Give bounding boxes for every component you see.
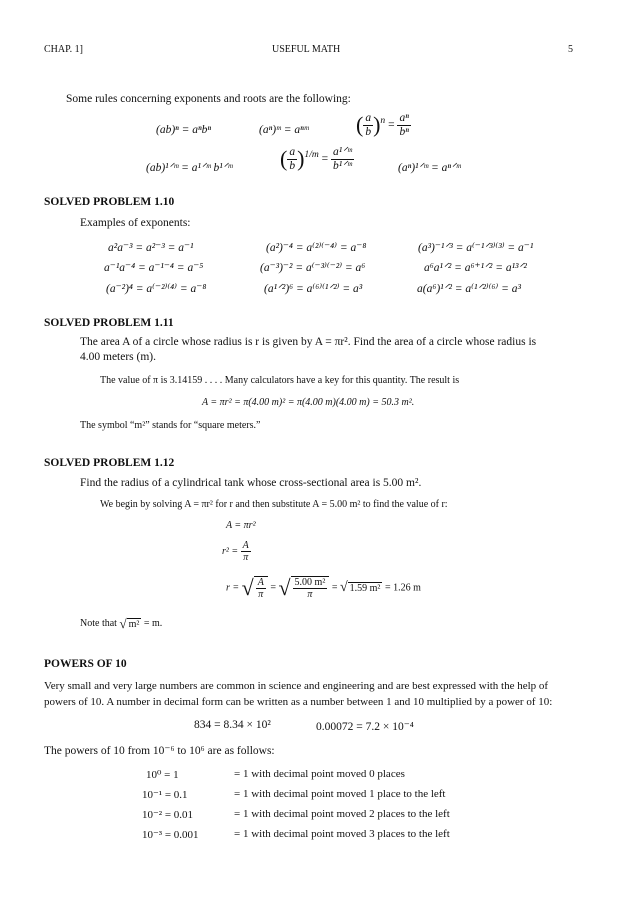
sp110-r1c2: (a²)⁻⁴ = a⁽²⁾⁽⁻⁴⁾ = a⁻⁸ xyxy=(266,242,367,254)
rule-quotient-power: ( $\frac{a}{b}$ )$^n$ = $\frac{\text{aⁿ}}{\text{bⁿ}}$ xyxy=(356,112,409,138)
sp112-eq2 xyxy=(222,540,251,563)
rule3-rhs-den: bⁿ xyxy=(399,125,409,138)
sp112-question: Find the radius of a cylindrical tank whose cross-sectional area is 5.00 m². xyxy=(80,477,422,489)
power-row-rhs: = 1 with decimal point moved 1 place to the left xyxy=(234,788,446,800)
chapter-label: CHAP. 1] xyxy=(44,44,83,55)
sp111-note: The symbol “m²” stands for “square meters.” xyxy=(80,420,261,431)
power-row-lhs: 10⁻² = 0.01 xyxy=(142,809,194,821)
rule-product-root: (ab)¹ᐟᵐ = a¹ᐟᵐ b¹ᐟᵐ xyxy=(146,162,233,174)
sp112-eq2-num: A xyxy=(242,540,249,551)
sp110-r3c2: (a¹ᐟ²)⁶ = a⁽⁶⁾⁽¹ᐟ²⁾ = a³ xyxy=(264,283,363,295)
sp112-eq3-a-den: π xyxy=(258,589,264,600)
rule3-exp: n xyxy=(380,114,386,126)
sp112-note: Note that √ m² = m. xyxy=(80,616,163,631)
power-row-lhs: 10⁻³ = 0.001 xyxy=(142,829,199,841)
rule3-lhs-den: b xyxy=(365,125,372,138)
sp112-eq2-lhs: r² = xyxy=(222,545,239,557)
rule5-exp: 1/m xyxy=(304,148,319,160)
powers-title: POWERS OF 10 xyxy=(44,658,127,670)
sp112-eq3-result: = 1.26 m xyxy=(384,582,421,594)
rule3-lhs-num: a xyxy=(365,112,372,124)
rule5-rhs-num: a¹ᐟᵐ xyxy=(333,146,352,158)
sp110-r3c3: a(a⁶)¹ᐟ² = a⁽¹ᐟ²⁾⁽⁶⁾ = a³ xyxy=(417,283,521,295)
rule3-rhs-num: aⁿ xyxy=(399,112,409,124)
power-row-lhs: 10⁻¹ = 0.1 xyxy=(142,789,188,801)
powers-example-2: 0.00072 = 7.2 × 10⁻⁴ xyxy=(316,721,414,733)
sp110-lead: Examples of exponents: xyxy=(80,217,191,229)
sp110-title: SOLVED PROBLEM 1.10 xyxy=(44,196,175,208)
rule-product-power: (ab)ⁿ = aⁿbⁿ xyxy=(156,124,212,136)
sp111-question-line2: 4.00 meters (m). xyxy=(80,351,157,363)
sp110-r2c2: (a⁻³)⁻² = a⁽⁻³⁾⁽⁻²⁾ = a⁶ xyxy=(260,262,366,274)
power-row-rhs: = 1 with decimal point moved 0 places xyxy=(234,768,405,780)
rule5-lhs-den: b xyxy=(289,159,296,172)
intro-text: Some rules concerning exponents and roots are the following: xyxy=(66,93,351,105)
rule5-rhs-den: b¹ᐟᵐ xyxy=(333,159,352,172)
power-row-lhs: 10⁰ = 1 xyxy=(146,769,179,781)
sp110-r1c1: a²a⁻³ = a²⁻³ = a⁻¹ xyxy=(108,242,194,254)
sp112-eq3-b-num: 5.00 m² xyxy=(294,577,326,588)
powers-para-line2: powers of 10. A number in decimal form can be written as a number between 1 and 10 multiplied by a power of 10: xyxy=(44,696,553,708)
sp110-r2c1: a⁻¹a⁻⁴ = a⁻¹⁻⁴ = a⁻⁵ xyxy=(104,262,204,274)
sp111-equation: A = πr² = π(4.00 m)² = π(4.00 m)(4.00 m) = 50.3 m². xyxy=(202,397,415,408)
rule-quotient-root: ( $\frac{a}{b}$ )$^{1/m}$ = $\frac{\text{a¹ᐟᵐ}}{\text{b¹ᐟᵐ}}$ xyxy=(280,146,352,172)
rule5-lhs-num: a xyxy=(289,146,296,158)
powers-para-line1: Very small and very large numbers are common in science and engineering and are best expressed with the help of xyxy=(44,680,549,692)
page-number: 5 xyxy=(568,44,573,55)
sp112-eq3-c: 1.59 m² xyxy=(349,583,381,594)
sp112-eq3-lhs: r = xyxy=(226,582,240,594)
sp112-eq3-a-num: A xyxy=(257,577,264,588)
power-row-rhs: = 1 with decimal point moved 2 places to the left xyxy=(234,808,450,820)
power-row-rhs: = 1 with decimal point moved 3 places to the left xyxy=(234,828,450,840)
rule-power-root: (aⁿ)¹ᐟᵐ = aⁿᐟᵐ xyxy=(398,162,461,174)
sp111-answer: The value of π is 3.14159 . . . . Many calculators have a key for this quantity. The result is xyxy=(100,375,460,386)
sp110-r2c3: a⁶a¹ᐟ² = a⁶⁺¹ᐟ² = a¹³ᐟ² xyxy=(424,262,527,274)
sp112-title: SOLVED PROBLEM 1.12 xyxy=(44,457,175,469)
sp110-r3c1: (a⁻²)⁴ = a⁽⁻²⁾⁽⁴⁾ = a⁻⁸ xyxy=(106,283,207,295)
sp110-r1c3: (a³)⁻¹ᐟ³ = a⁽⁻¹ᐟ³⁾⁽³⁾ = a⁻¹ xyxy=(418,242,534,254)
sp112-note-post: = m. xyxy=(143,617,163,629)
sp112-answer: We begin by solving A = πr² for r and then substitute A = 5.00 m² to find the value of r: xyxy=(100,499,448,510)
sp111-question-line1: The area A of a circle whose radius is r is given by A = πr². Find the area of a circle whose radius is xyxy=(80,336,537,348)
sp112-note-pre: Note that xyxy=(80,617,117,629)
sp112-eq2-den: π xyxy=(243,552,249,563)
sp112-eq3: r = √ $\frac{A}{\pi}$ = √ $\frac{\text{5.00 m²}}{\pi}$ = √ 1.59 m² = 1.26 m xyxy=(226,575,421,600)
sp112-eq1: A = πr² xyxy=(226,520,256,531)
powers-lead: The powers of 10 from 10⁻⁶ to 10⁶ are as follows: xyxy=(44,745,275,757)
sp112-eq3-b-den: π xyxy=(307,589,313,600)
running-title: USEFUL MATH xyxy=(272,44,341,55)
powers-example-1: 834 = 8.34 × 10² xyxy=(194,719,271,731)
sp112-note-rad: m² xyxy=(128,618,140,630)
rule-power-power: (aⁿ)ᵐ = aⁿᵐ xyxy=(259,124,309,136)
sp111-title: SOLVED PROBLEM 1.11 xyxy=(44,317,174,329)
